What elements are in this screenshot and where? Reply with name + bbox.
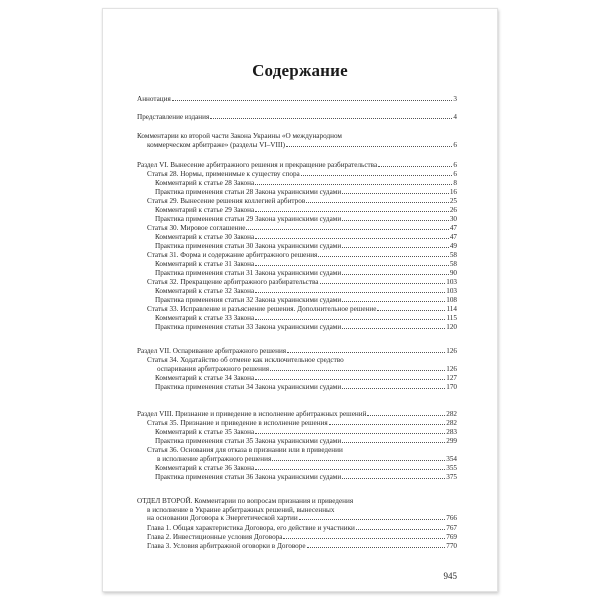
toc-entry-text: оспаривания арбитражного решения bbox=[157, 364, 270, 373]
toc-page-number: 30 bbox=[449, 215, 457, 223]
dot-leader bbox=[377, 310, 445, 311]
dot-leader bbox=[286, 146, 452, 147]
toc-entry-text: Практика применения статьи 31 Закона украинскими судами bbox=[155, 269, 342, 277]
toc-page-number: 769 bbox=[446, 533, 457, 541]
toc-entry bbox=[137, 113, 457, 122]
toc-page-number: 6 bbox=[453, 140, 457, 149]
toc-entry-text: Статья 32. Прекращение арбитражного разбирательства bbox=[147, 278, 319, 286]
dot-leader bbox=[306, 202, 449, 203]
toc-entry bbox=[147, 356, 457, 373]
toc-entry bbox=[137, 161, 457, 170]
dot-leader bbox=[378, 166, 452, 167]
toc-entry bbox=[155, 260, 457, 269]
dot-leader bbox=[342, 220, 449, 221]
toc-entry bbox=[155, 269, 457, 278]
dot-leader bbox=[342, 247, 449, 248]
toc-page-number: 766 bbox=[446, 514, 457, 523]
toc-entry bbox=[147, 197, 457, 206]
dot-leader bbox=[342, 442, 445, 443]
document-page bbox=[102, 8, 498, 592]
toc-entry-text: Практика применения статьи 36 Закона украинскими судами bbox=[155, 473, 342, 481]
dot-leader bbox=[342, 301, 445, 302]
dot-leader bbox=[318, 256, 448, 257]
dot-leader bbox=[255, 265, 449, 266]
toc-entry-text: Аннотация bbox=[137, 95, 171, 103]
dot-leader bbox=[172, 100, 453, 101]
dot-leader bbox=[367, 415, 445, 416]
toc-entry-text: Глава 3. Условия арбитражной оговорки в Договоре bbox=[147, 542, 306, 550]
toc-entry bbox=[155, 242, 457, 251]
toc-entry-text: Комментарии ко второй части Закона Украины «О международном bbox=[137, 132, 342, 140]
toc-page-number: 58 bbox=[449, 251, 457, 259]
toc-entry-text: Комментарий к статье 33 Закона bbox=[155, 314, 255, 322]
toc-entry-text: Статья 33. Исправление и разъяснение решения. Дополнительное решение bbox=[147, 305, 377, 313]
toc-entry bbox=[147, 170, 457, 179]
dot-leader bbox=[255, 211, 449, 212]
dot-leader bbox=[270, 370, 445, 371]
toc-entry bbox=[147, 224, 457, 233]
dot-leader bbox=[255, 292, 445, 293]
toc-entry-text: Комментарий к статье 36 Закона bbox=[155, 464, 255, 472]
toc-page-number: 283 bbox=[446, 428, 457, 436]
toc-entry-text: Статья 36. Основания для отказа в признании или в приведении bbox=[147, 446, 343, 454]
toc-page-number: 103 bbox=[446, 287, 457, 295]
toc-entry bbox=[147, 533, 457, 542]
toc-entry bbox=[137, 347, 457, 356]
toc-entry-text: Комментарий к статье 29 Закона bbox=[155, 206, 255, 214]
toc-page-number: 6 bbox=[453, 170, 457, 178]
toc-page-number: 127 bbox=[446, 374, 457, 382]
dot-leader bbox=[255, 433, 445, 434]
toc-page-number: 770 bbox=[446, 542, 457, 550]
toc-entry-text: Комментарий к статье 35 Закона bbox=[155, 428, 255, 436]
toc-entry bbox=[155, 383, 457, 392]
toc-page-number: 49 bbox=[449, 242, 457, 250]
toc-entry-text: Комментарий к статье 28 Закона bbox=[155, 179, 255, 187]
toc-entry-text: Статья 28. Нормы, применимые к существу спора bbox=[147, 170, 300, 178]
toc-page-number: 58 bbox=[449, 260, 457, 268]
dot-leader bbox=[255, 469, 445, 470]
dot-leader bbox=[287, 352, 445, 353]
toc-page-number: 115 bbox=[446, 314, 457, 322]
toc-entry bbox=[155, 473, 457, 482]
dot-leader bbox=[342, 388, 445, 389]
toc-page-number: 282 bbox=[446, 419, 457, 427]
toc-page-number: 47 bbox=[449, 224, 457, 232]
toc-page-number: 354 bbox=[446, 454, 457, 463]
toc-entry bbox=[137, 410, 457, 419]
toc-entry-text: Глава 2. Инвестиционные условия Договора bbox=[147, 533, 283, 541]
dot-leader bbox=[210, 118, 452, 119]
toc-page-number: 6 bbox=[453, 161, 457, 169]
toc-entry-text: Раздел VIII. Признание и приведение в исполнение арбитражных решений bbox=[137, 410, 367, 418]
toc-page-number: 120 bbox=[446, 323, 457, 331]
toc-page-number: 3 bbox=[453, 95, 457, 103]
toc-entry-text: Комментарий к статье 31 Закона bbox=[155, 260, 255, 268]
toc-entry bbox=[137, 132, 457, 149]
toc-entry bbox=[147, 419, 457, 428]
toc-page-number: 170 bbox=[446, 383, 457, 391]
toc-page-number: 114 bbox=[446, 305, 457, 313]
toc-entry-text: Практика применения статьи 29 Закона украинскими судами bbox=[155, 215, 342, 223]
toc-page-number: 26 bbox=[449, 206, 457, 214]
toc-entry-text: Статья 34. Ходатайство об отмене как исключительное средство bbox=[147, 356, 344, 364]
toc-page-number: 16 bbox=[449, 188, 457, 196]
toc-page-number: 282 bbox=[446, 410, 457, 418]
dot-leader bbox=[329, 424, 446, 425]
toc-entry-text: Комментарий к статье 32 Закона bbox=[155, 287, 255, 295]
toc-entry-text: Глава 1. Общая характеристика Договора, его действие и участники bbox=[147, 524, 355, 532]
dot-leader bbox=[356, 529, 445, 530]
toc-entry bbox=[147, 278, 457, 287]
toc-entry bbox=[155, 296, 457, 305]
toc-entry bbox=[155, 323, 457, 332]
toc-page-number: 126 bbox=[446, 364, 457, 373]
toc-entry bbox=[155, 428, 457, 437]
page-title: Содержание bbox=[252, 61, 348, 80]
toc-entry bbox=[147, 524, 457, 533]
toc-entry-text: Практика применения статьи 28 Закона украинскими судами bbox=[155, 188, 342, 196]
toc-page-number: 355 bbox=[446, 464, 457, 472]
toc-entry-text: в исполнение в Украине арбитражных решений, вынесенных bbox=[147, 505, 335, 514]
dot-leader bbox=[301, 175, 453, 176]
toc-entry bbox=[155, 374, 457, 383]
toc-page-number: 767 bbox=[446, 524, 457, 532]
toc-entry-text: Раздел VII. Оспаривание арбитражного решения bbox=[137, 347, 287, 355]
dot-leader bbox=[342, 274, 449, 275]
toc-entry-text: Комментарий к статье 30 Закона bbox=[155, 233, 255, 241]
toc-page-number: 8 bbox=[453, 179, 457, 187]
toc-entry-text: Раздел VI. Вынесение арбитражного решения и прекращение разбирательства bbox=[137, 161, 378, 169]
toc-entry-text: в исполнение арбитражного решения bbox=[157, 454, 272, 463]
dot-leader bbox=[246, 229, 448, 230]
toc-page-number: 47 bbox=[449, 233, 457, 241]
page-number: 945 bbox=[443, 571, 457, 581]
toc-entry bbox=[137, 95, 457, 104]
toc-entry bbox=[155, 314, 457, 323]
toc-entry bbox=[155, 287, 457, 296]
toc-entry-text: коммерческом арбитраже» (разделы VI–VIII) bbox=[147, 140, 286, 149]
toc-page-number: 25 bbox=[449, 197, 457, 205]
toc-entry bbox=[147, 542, 457, 551]
toc-entry-text: Статья 29. Вынесение решения коллегией арбитров bbox=[147, 197, 306, 205]
toc-entry-text: на основании Договора к Энергетической хартии bbox=[147, 514, 298, 523]
toc-entry-text: Комментарий к статье 34 Закона bbox=[155, 374, 255, 382]
toc-entry bbox=[147, 251, 457, 260]
toc-entry bbox=[155, 233, 457, 242]
toc-page-number: 126 bbox=[446, 347, 457, 355]
toc-entry bbox=[155, 437, 457, 446]
dot-leader bbox=[272, 460, 445, 461]
toc-entry bbox=[147, 446, 457, 463]
toc-entry-text: Практика применения статьи 34 Закона украинскими судами bbox=[155, 383, 342, 391]
toc-entry-text: Статья 30. Мировое соглашение bbox=[147, 224, 246, 232]
toc-page-number: 108 bbox=[446, 296, 457, 304]
toc-page-number: 375 bbox=[446, 473, 457, 481]
dot-leader bbox=[255, 184, 452, 185]
dot-leader bbox=[299, 519, 446, 520]
dot-leader bbox=[255, 379, 445, 380]
dot-leader bbox=[255, 238, 449, 239]
toc-page-number: 299 bbox=[446, 437, 457, 445]
dot-leader bbox=[307, 547, 446, 548]
toc-entry-text: Статья 31. Форма и содержание арбитражного решения bbox=[147, 251, 318, 259]
toc-entry bbox=[137, 497, 457, 523]
dot-leader bbox=[342, 193, 449, 194]
toc-entry-text: Практика применения статьи 32 Закона украинскими судами bbox=[155, 296, 342, 304]
toc-entry bbox=[155, 206, 457, 215]
toc-entry bbox=[147, 305, 457, 314]
toc-entry bbox=[155, 179, 457, 188]
toc-entry bbox=[155, 188, 457, 197]
dot-leader bbox=[255, 319, 445, 320]
toc-entry-text: Практика применения статьи 35 Закона украинскими судами bbox=[155, 437, 342, 445]
dot-leader bbox=[283, 538, 445, 539]
toc-page-number: 4 bbox=[453, 113, 457, 121]
toc-entry-text: Практика применения статьи 33 Закона украинскими судами bbox=[155, 323, 342, 331]
dot-leader bbox=[320, 283, 446, 284]
toc-page-number: 90 bbox=[449, 269, 457, 277]
toc-entry-text: Практика применения статьи 30 Закона украинскими судами bbox=[155, 242, 342, 250]
toc-entry-text: ОТДЕЛ ВТОРОЙ. Комментарии по вопросам признания и приведения bbox=[137, 497, 354, 505]
toc-page-number: 103 bbox=[446, 278, 457, 286]
dot-leader bbox=[342, 328, 445, 329]
toc-entry-text: Представление издания bbox=[137, 113, 210, 121]
dot-leader bbox=[342, 478, 445, 479]
toc-entry bbox=[155, 464, 457, 473]
toc-entry bbox=[155, 215, 457, 224]
toc-entry-text: Статья 35. Признание и приведение в исполнение решения bbox=[147, 419, 328, 427]
